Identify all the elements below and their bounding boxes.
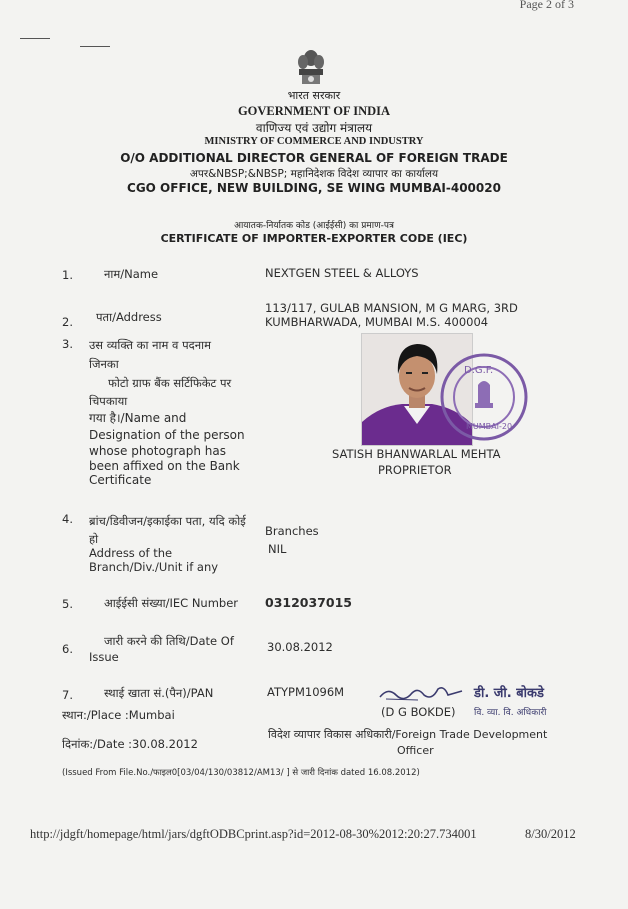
header-office-hindi: अपर&NBSP;&NBSP; महानिदेशक विदेश व्यापार का कार्यालय xyxy=(189,168,439,180)
field-number: 7. xyxy=(62,688,73,702)
issue-date-label-line1: जारी करने की तिथि/Date Of xyxy=(104,634,234,648)
signatory-name-hindi: डी. जी. बोकडे xyxy=(474,686,544,701)
iec-label: आईईसी संख्या/IEC Number xyxy=(104,596,239,610)
branch-label-line: ब्रांच/डिवीजन/इकाईका पता, यदि कोई xyxy=(89,514,246,528)
svg-text:D.G.F.: D.G.F. xyxy=(464,365,494,376)
header-ministry-hindi: वाणिज्य एवं उद्योग मंत्रालय xyxy=(255,121,373,135)
address-label: पता/Address xyxy=(96,310,162,324)
photo-label-line: Certificate xyxy=(89,473,152,487)
photo-label-line: whose photograph has xyxy=(89,444,226,458)
name-label: नाम/Name xyxy=(104,267,159,281)
photo-label-line: been affixed on the Bank xyxy=(89,459,240,473)
header-bharat-sarkar: भारत सरकार xyxy=(287,89,341,102)
footer-url: http://jdgft/homepage/html/jars/dgftODBCprint.asp?id=2012-08-30%2012:20:27.734001 xyxy=(30,827,477,841)
branch-label-line: Branch/Div./Unit if any xyxy=(89,560,219,574)
certificate-title: CERTIFICATE OF IMPORTER-EXPORTER CODE (IEC) xyxy=(160,232,468,245)
header-address: CGO OFFICE, NEW BUILDING, SE WING MUMBAI-400020 xyxy=(127,181,501,195)
header-office: O/O ADDITIONAL DIRECTOR GENERAL OF FOREIGN TRADE xyxy=(120,151,508,165)
margin-mark xyxy=(80,46,110,47)
date: दिनांक:/Date :30.08.2012 xyxy=(62,737,198,751)
pan-value: ATYPM1096M xyxy=(267,685,345,699)
address-value-line2: KUMBHARWADA, MUMBAI M.S. 400004 xyxy=(265,315,489,329)
certificate-title-hindi: आयातक-निर्यातक कोड (आईईसी) का प्रमाण-पत्र xyxy=(234,221,394,231)
page-number: Page 2 of 3 xyxy=(519,0,574,11)
issue-date-value: 30.08.2012 xyxy=(267,640,333,654)
photo-label-line: Designation of the person xyxy=(89,428,245,442)
ashoka-emblem-icon xyxy=(293,48,329,88)
field-number: 4. xyxy=(62,512,73,526)
signatory-name: (D G BOKDE) xyxy=(381,705,456,719)
signatory-designation-line2: Officer xyxy=(397,744,434,757)
field-number: 3. xyxy=(62,337,73,351)
name-value: NEXTGEN STEEL & ALLOYS xyxy=(265,266,419,280)
iec-value: 0312037015 xyxy=(265,595,352,610)
header-government: GOVERNMENT OF INDIA xyxy=(237,104,391,118)
pan-label: स्थाई खाता सं.(पैन)/PAN xyxy=(104,686,214,700)
signatory-designation-line1: विदेश व्यापार विकास अधिकारी/Foreign Trade Development xyxy=(268,728,548,741)
signature-icon xyxy=(378,683,463,705)
branch-value-line1: Branches xyxy=(265,524,319,538)
header-ministry: MINISTRY OF COMMERCE AND INDUSTRY xyxy=(204,136,424,147)
branch-label-line: Address of the xyxy=(89,546,173,560)
svg-text:MUMBAI-20: MUMBAI-20 xyxy=(466,422,513,431)
proprietor-designation: PROPRIETOR xyxy=(378,463,452,477)
field-number: 6. xyxy=(62,642,73,656)
issue-date-label-line2: Issue xyxy=(89,650,119,664)
branch-value-line2: NIL xyxy=(268,542,287,556)
photo-label-line: जिनका xyxy=(89,357,119,371)
proprietor-name: SATISH BHANWARLAL MEHTA xyxy=(332,447,501,461)
signatory-designation-hindi: वि. व्या. वि. अधिकारी xyxy=(474,708,547,718)
margin-mark xyxy=(20,38,50,39)
photo-label-line: उस व्यक्ति का नाम व पदनाम xyxy=(89,338,211,352)
footer-date: 8/30/2012 xyxy=(525,827,576,841)
address-value-line1: 113/117, GULAB MANSION, M G MARG, 3RD xyxy=(265,301,518,315)
photo-label-line: फोटो ग्राफ बैंक सर्टिफिकेट पर xyxy=(108,376,232,390)
photo-label-line: चिपकाया xyxy=(89,394,128,408)
field-number: 1. xyxy=(62,268,73,282)
photo-label-line: गया है।/Name and xyxy=(89,411,187,425)
issued-note: (Issued From File.No./फाइल0[03/04/130/03812/AM13/ ] से जारी दिनांक dated 16.08.2012) xyxy=(62,768,420,778)
place: स्थान:/Place :Mumbai xyxy=(62,708,175,722)
field-number: 5. xyxy=(62,597,73,611)
dgft-seal-icon xyxy=(440,353,528,441)
branch-label-line: हो xyxy=(89,532,99,546)
field-number: 2. xyxy=(62,315,73,329)
